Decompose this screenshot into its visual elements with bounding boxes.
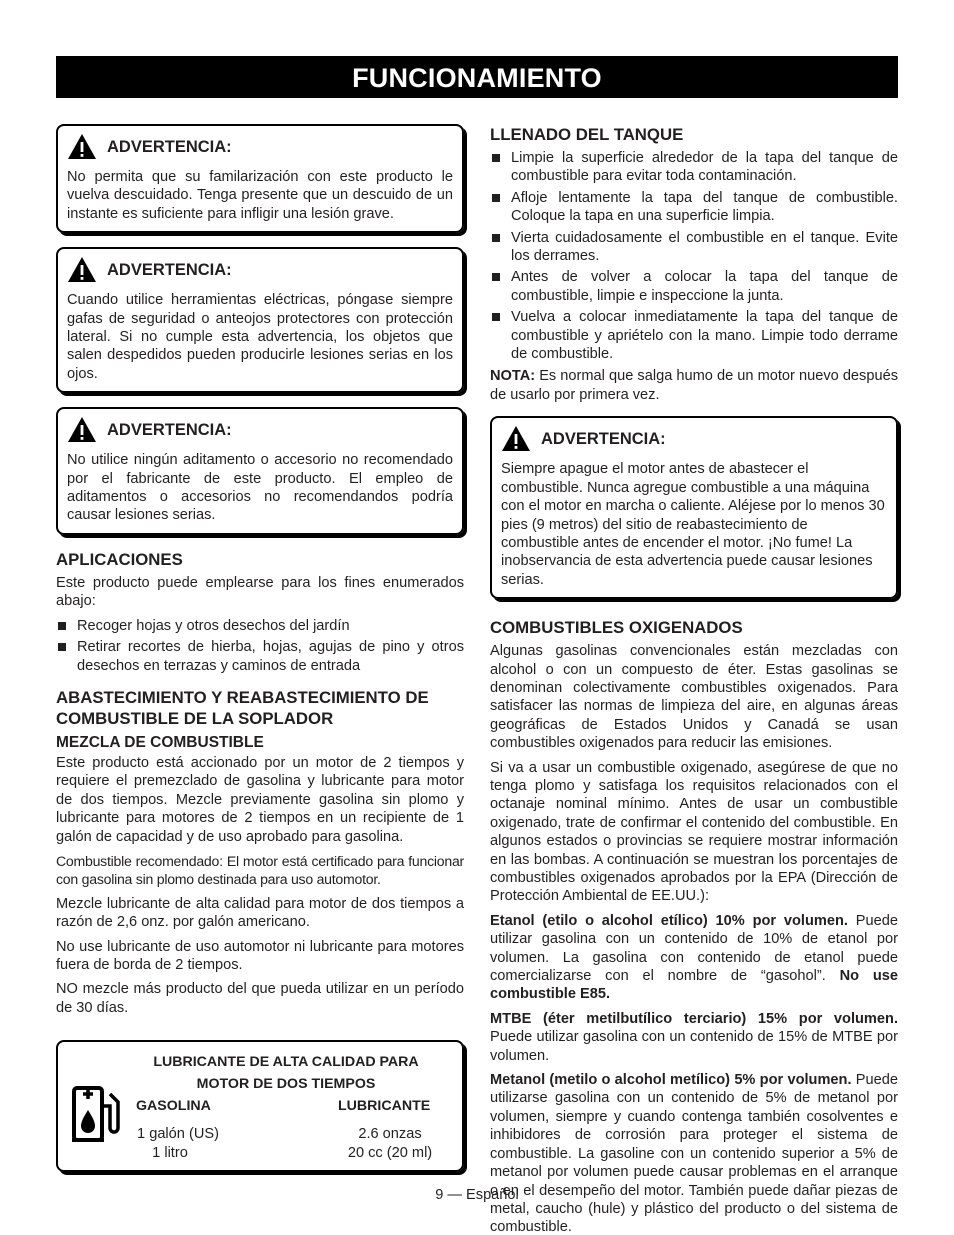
aplicaciones-intro: Este producto puede emplearse para los fines enumerados abajo: [56, 574, 464, 610]
metanol-bold: Metanol (metilo o alcohol metílico) 5% por volumen. [490, 1072, 852, 1089]
warning-triangle-icon [67, 256, 97, 284]
warning-box-1 [56, 124, 464, 233]
list-item: Vierta cuidadosamente el combustible en el tanque. Evite los derrames. [490, 229, 898, 266]
abastecimiento-heading: ABASTECIMIENTO Y REABASTECIMIENTO DE COMBUSTIBLE DE LA SOPLADOR [56, 687, 429, 728]
metanol-text: Puede utilizarse gasolina con un contenido de 5% de metanol por volumen, siempre y cuando contenga también cosolventes e inhibidores de corrosión para proteger el sistema de combustible. La gasoline con un contenido superior a 5% de metanol por volumen puede causar problemas en el arranque o en el desempeño del motor. También puede dañar piezas de metal, caucho (hule) y plástico del producto o del sistema de combustible. [490, 1072, 898, 1235]
etanol-text: Puede utilizar gasolina con un contenido de 10% de etanol por volumen. La gasolina con contenido de etanol puede comercializarse con el nombre de “gasohol”. [490, 912, 898, 985]
warning-box-2 [56, 247, 464, 393]
warning-triangle-icon [67, 133, 97, 161]
page-footer: 9 — Español [435, 1187, 519, 1203]
list-item: Antes de volver a colocar la tapa del tanque de combustible, limpie e inspeccione la junta. [490, 268, 898, 305]
warning-triangle-icon [501, 425, 531, 453]
list-item: Limpie la superficie alrededor de la tapa del tanque de combustible para evitar toda contaminación. [490, 149, 898, 186]
table-cell: 1 litro [152, 1145, 188, 1161]
paragraph: Algunas gasolinas convencionales están mezcladas con alcohol o con un compuesto de éter. Estas gasolinas se denominan colectivamente combustibles oxigenados. Para satisfacer las normas de limpieza del aire, en algunas áreas geográficas de Estados Unidos y Canadá se usan combustibles oxigenados para reducir las emisiones. [490, 643, 898, 752]
right-column [490, 124, 898, 1235]
llenado-list [490, 149, 898, 363]
mtbe-text: Puede utilizar gasolina con un contenido de 15% de MTBE por volumen. [490, 1029, 898, 1064]
table-cell: 2.6 onzas [358, 1126, 422, 1142]
warning-box-3 [56, 407, 464, 535]
left-column [56, 124, 464, 1023]
paragraph: Este producto está accionado por un motor de 2 tiempos y requiere el premezclado de gasolina y lubricante para motor de dos tiempos. Mezcle previamente gasolina sin plomo y lubricante para motores de 2 tiempos en un recipiente de 1 galón de capacidad y de uso aprobado para gasolina. [56, 754, 464, 845]
mtbe-bold: MTBE (éter metilbutílico terciario) 15% por volumen. [490, 1010, 898, 1027]
warning-triangle-icon [67, 416, 97, 444]
table-cell: 1 galón (US) [137, 1126, 219, 1142]
table-cell: 20 cc (20 ml) [347, 1145, 433, 1161]
col-header-lubricante: LUBRICANTE [338, 1098, 431, 1114]
paragraph: No use lubricante de uso automotor ni lubricante para motores fuera de borda de 2 tiempos. [56, 938, 464, 973]
llenado-heading: LLENADO DEL TANQUE [490, 125, 684, 144]
warning-title: ADVERTENCIA: [107, 260, 232, 279]
paragraph: Si va a usar un combustible oxigenado, asegúrese de que no tenga plomo y satisfaga los requisitos relacionados con el octanaje nominal mínimo. Antes de usar un combustible oxigenado, trate de confirmar el contenido del combustible. En algunos estados o provincias se requiere mostrar información en las bombas. A continuación se muestran los porcentajes de combustibles oxigenados aprobados por la EPA (Dirección de Protección Ambiental de EE.UU.): [490, 759, 898, 905]
warning-title: ADVERTENCIA: [541, 429, 666, 448]
paragraph: Mezcle lubricante de alta calidad para motor de dos tiempos a razón de 2,6 onz. por galón americano. [56, 895, 464, 931]
warning-title: ADVERTENCIA: [107, 137, 232, 156]
fuel-title-line: MOTOR DE DOS TIEMPOS [196, 1076, 376, 1092]
oxigenados-heading: COMBUSTIBLES OXIGENADOS [490, 618, 743, 638]
warning-title: ADVERTENCIA: [107, 420, 232, 439]
etanol-bold: Etanol (etilo o alcohol etílico) 10% por volumen. [490, 912, 848, 929]
list-item: Vuelva a colocar inmediatamente la tapa del tanque de combustible y apriételo con la mano. Limpie todo derrame de combustible. [490, 308, 898, 363]
fuel-mix-table [56, 1040, 464, 1172]
warning-text: No permita que su familarización con este producto le vuelva descuidado. Tenga presente que un descuido de un instante es suficiente para infligir una lesión grave. [67, 169, 453, 222]
nota-text: Es normal que salga humo de un motor nuevo después de usarlo por primera vez. [490, 368, 898, 403]
nota-label: NOTA: [490, 368, 536, 385]
col-header-gasolina: GASOLINA [136, 1098, 211, 1114]
page-title-bar [56, 56, 898, 98]
mezcla-heading: MEZCLA DE COMBUSTIBLE [56, 733, 264, 751]
etanol-paragraph [490, 912, 898, 1004]
paragraph: NO mezcle más producto del que pueda utilizar en un período de 30 días. [56, 981, 464, 1016]
page-title: FUNCIONAMIENTO [352, 63, 602, 93]
warning-text: Siempre apague el motor antes de abastecer el combustible. Nunca agregue combustible a una máquina con el motor en marcha o caliente. Aléjese por lo menos 30 pies (9 metros) del sitio de reabastecimiento de combustible antes de encender el motor. ¡No fume! La inobservancia de esta advertencia puede causar lesiones serias. [501, 461, 885, 588]
aplicaciones-heading: APLICACIONES [56, 549, 183, 569]
warning-text: No utilice ningún aditamento o accesorio no recomendado por el fabricante de este producto. El empleo de aditamentos o accesorios no recomendandos podría causar lesiones serias. [67, 452, 453, 524]
metanol-paragraph [490, 1071, 898, 1235]
list-item: Recoger hojas y otros desechos del jardín [56, 617, 464, 635]
mtbe-paragraph [490, 1010, 898, 1065]
aplicaciones-list [56, 617, 464, 675]
warning-box-4 [490, 416, 898, 599]
paragraph: Combustible recomendado: El motor está certificado para funcionar con gasolina sin plomo destinada para uso automotor. [56, 852, 464, 888]
fuel-pump-icon [70, 1084, 126, 1144]
list-item: Retirar recortes de hierba, hojas, agujas de pino y otros desechos en terrazas y caminos de entrada [56, 638, 464, 675]
list-item: Afloje lentamente la tapa del tanque de combustible. Coloque la tapa en una superficie limpia. [490, 189, 898, 226]
fuel-table-title [136, 1051, 436, 1095]
warning-text: Cuando utilice herramientas eléctricas, póngase siempre gafas de seguridad o anteojos protectores con protección lateral. Si no cumple esta advertencia, los objetos que salen despedidos pueden producirle lesiones serias en los ojos. [67, 292, 453, 382]
etanol-bold-2: No use combustible E85. [490, 968, 898, 1003]
fuel-title-line: LUBRICANTE DE ALTA CALIDAD PARA [153, 1054, 419, 1070]
nota-paragraph [490, 367, 898, 404]
